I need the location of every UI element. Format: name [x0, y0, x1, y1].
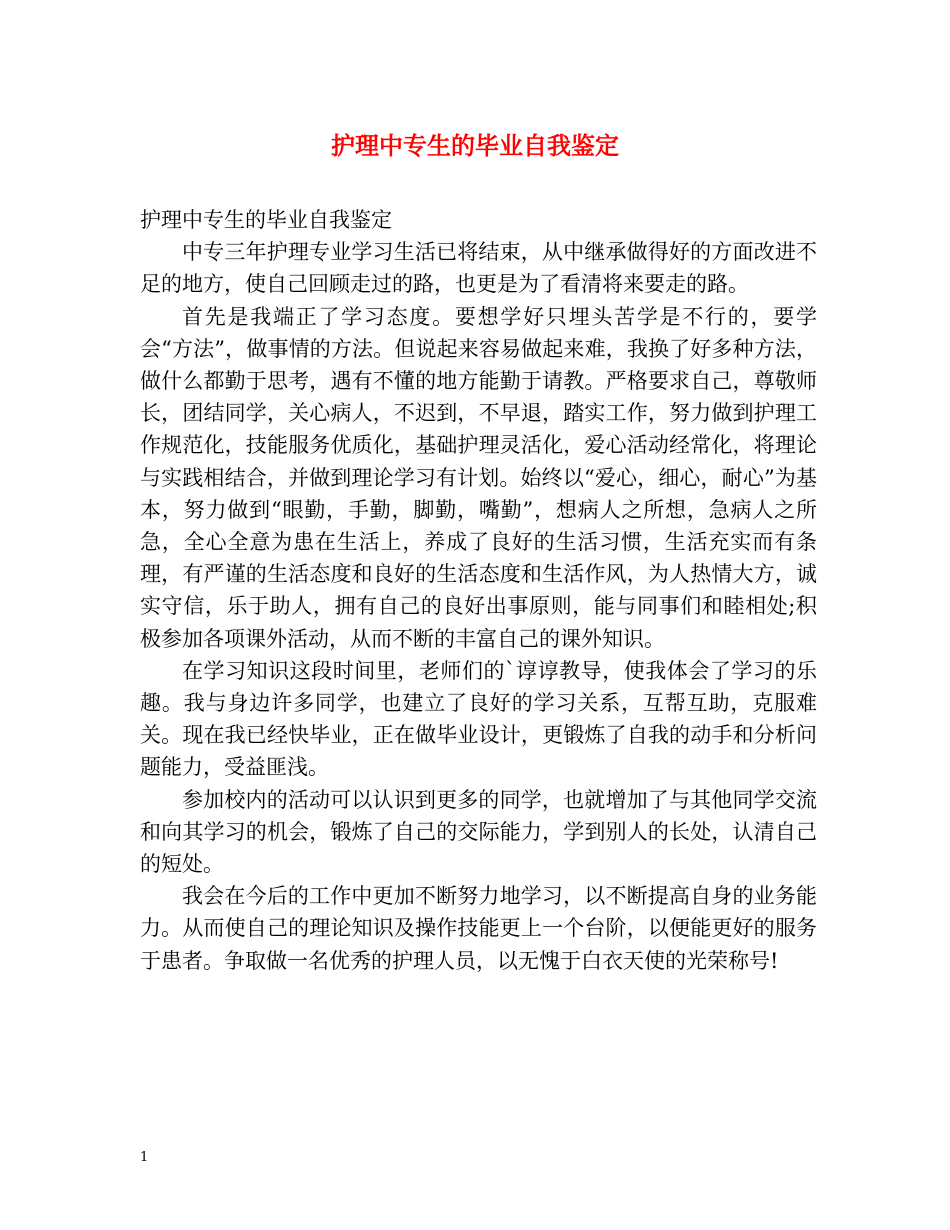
paragraph-4: 参加校内的活动可以认识到更多的同学，也就增加了与其他同学交流和向其学习的机会，锻炼了自己的交际能力，学到别人的长处，认清自己的短处。	[140, 787, 817, 877]
document-subtitle: 护理中专生的毕业自我鉴定	[140, 208, 392, 232]
paragraph-3: 在学习知识这段时间里，老师们的`谆谆教导，使我体会了学习的乐趣。我与身边许多同学，也建立了良好的学习关系，互帮互助，克服难关。现在我已经快毕业，正在做毕业设计，更锻炼了自我的动手和分析问题能力，受益匪浅。	[140, 658, 817, 780]
document-title: 护理中专生的毕业自我鉴定	[331, 132, 619, 160]
document-body	[140, 204, 817, 977]
paragraph-5: 我会在今后的工作中更加不断努力地学习，以不断提高自身的业务能力。从而使自己的理论知识及操作技能更上一个台阶，以便能更好的服务于患者。争取做一名优秀的护理人员，以无愧于白衣天使的光荣称号!	[140, 884, 817, 973]
page-number: 1	[140, 1150, 149, 1165]
paragraph-2: 首先是我端正了学习态度。要想学好只埋头苦学是不行的，要学会“方法”，做事情的方法。但说起来容易做起来难，我换了好多种方法，做什么都勤于思考，遇有不懂的地方能勤于请教。严格要求自己，尊敬师长，团结同学，关心病人，不迟到，不早退，踏实工作，努力做到护理工作规范化，技能服务优质化，基础护理灵活化，爱心活动经常化，将理论与实践相结合，并做到理论学习有计划。始终以“爱心，细心，耐心”为基本，努力做到“眼勤，手勤，脚勤，嘴勤”，想病人之所想，急病人之所急，全心全意为患在生活上，养成了良好的生活习惯，生活充实而有条理，有严谨的生活态度和良好的生活态度和生活作风，为人热情大方，诚实守信，乐于助人，拥有自己的良好出事原则，能与同事们和睦相处;积极参加各项课外活动，从而不断的丰富自己的课外知识。	[140, 304, 817, 651]
paragraph-1: 中专三年护理专业学习生活已将结束，从中继承做得好的方面改进不足的地方，使自己回顾走过的路，也更是为了看清将来要走的路。	[140, 240, 817, 297]
